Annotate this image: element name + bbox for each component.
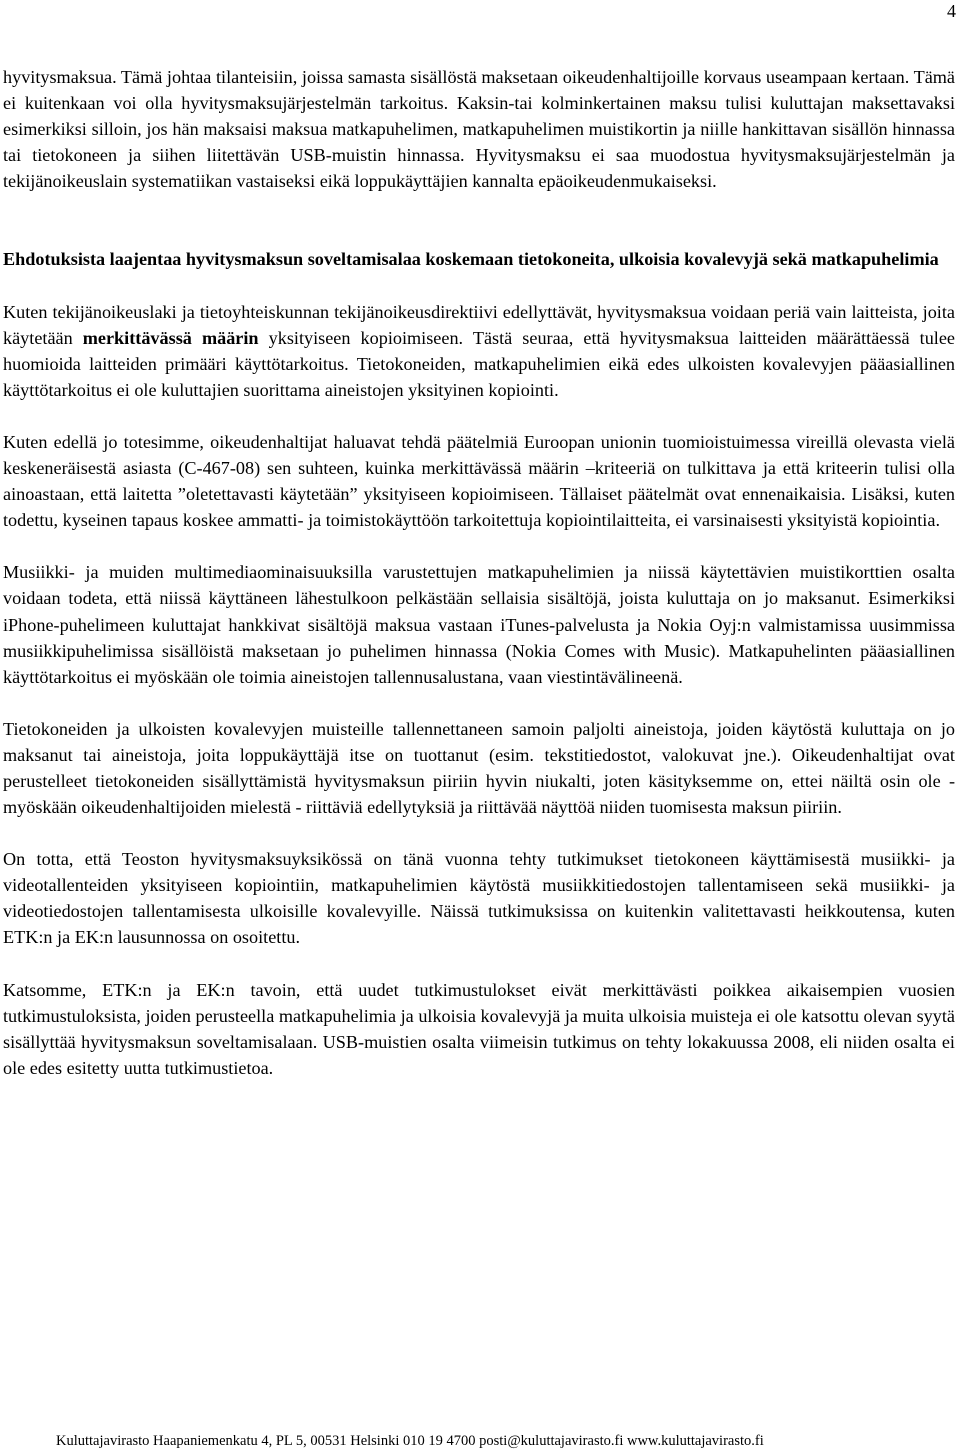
paragraph-teosto-studies: On totta, että Teoston hyvitysmaksuyksikössä on tänä vuonna tehty tutkimukset tietokoneen käyttämisestä musiikki- ja videotallenteiden yksityiseen kopiointiin, matkapuhelimien käytöstä musiikkitiedostojen tallentamiseen sekä musiikki- ja videotiedostojen tallentamisesta ulkoisille kovalevyille. Näissä tutkimuksissa on kuitenkin valitettavasti heikkoutensa, kuten ETK:n ja EK:n lausunnossa on osoitettu. — [3, 849, 955, 948]
spacer — [3, 533, 955, 559]
paragraph-conclusion: Katsomme, ETK:n ja EK:n tavoin, että uudet tutkimustulokset eivät merkittävästi poikkea aikaisempien vuosien tutkimustuloksista, joiden perusteella matkapuhelimia ja ulkoisia kovalevyjä ja muita ulkoisia muisteja ei ole katsottu olevan syytä sisällyttää hyvitysmaksun soveltamisalaan. USB-muistien osalta viimeisin tutkimus on tehty lokakuussa 2008, eli niiden osalta ei ole edes esitetty uutta tutkimustietoa. — [3, 979, 955, 1078]
page-number: 4 — [947, 1, 956, 21]
spacer — [3, 194, 955, 246]
page-footer: Kuluttajavirasto Haapaniemenkatu 4, PL 5, 00531 Helsinki 010 19 4700 posti@kuluttajavirasto.fi www.kuluttajavirasto.fi — [56, 1433, 764, 1449]
paragraph-intro: hyvitysmaksua. Tämä johtaa tilanteisiin, joissa samasta sisällöstä maksetaan oikeudenhaltijoille korvaus useampaan kertaan. Tämä ei kuitenkaan voi olla hyvitysmaksujärjestelmän tarkoitus. Kaksin-tai kolminkertainen maksu tulisi kuluttajan maksettavaksi esimerkiksi silloin, jos hän maksaisi maksua matkapuhelimen, matkapuhelimen muistikortin ja niille hankittavan sisällön hinnassa tai tietokoneen ja siihen liitettävän USB-muistin hinnassa. Hyvitysmaksu ei saa muodostua hyvitysmaksujärjestelmän ja tekijänoikeuslain systematiikan vastaiseksi eikä loppukäyttäjien kannalta epäoikeudenmukaiseksi. — [3, 67, 955, 192]
spacer — [3, 403, 955, 429]
paragraph-mobile-phones: Musiikki- ja muiden multimediaominaisuuksilla varustettujen matkapuhelimien ja niissä käytettävien muistikorttien osalta voidaan todeta, että niissä käyttäneen lähestulkoon pelkästään sellaisia sisältöjä, joista kuluttaja on jo maksanut. Esimerkiksi iPhone-puhelimeen kuluttajat hankkivat sisältöjä maksua vastaan iTunes-palvelusta ja Nokia Oyj:n valmistamissa uusimmissa musiikkipuhelimissa sisällöistä maksetaan jo puhelimen hinnassa (Nokia Comes with Music). Matkapuhelinten pääasiallinen käyttötarkoitus ei myöskään ole toimia aineistojen tallennusalustana, vaan viestintävälineenä. — [3, 562, 955, 687]
spacer — [3, 820, 955, 846]
spacer — [3, 273, 955, 299]
paragraph-text: Kuten tekijänoikeuslaki ja tietoyhteiskunnan tekijänoikeusdirektiivi edellyttävät, hyvitysmaksua voidaan periä vain laitteista, joita käytetään — [3, 301, 955, 348]
spacer — [3, 690, 955, 716]
spacer — [3, 951, 955, 977]
document-body — [3, 64, 955, 1081]
paragraph-significant-extent — [3, 299, 955, 403]
paragraph-eu-court-case: Kuten edellä jo totesimme, oikeudenhaltijat haluavat tehdä päätelmiä Euroopan unionin tuomioistuimessa vireillä olevasta vielä keskeneräisestä asiasta (C-467-08) sen suhteen, kuinka merkittävässä määrin –kriteeriä on tulkittava ja että kriteerin tulisi olla ainoastaan, että laitetta ”oletettavasti käytetään” yksityiseen kopioimiseen. Tällaiset päätelmät ovat ennenaikaisia. Lisäksi, kuten todettu, kyseinen tapaus koskee ammatti- ja toimistokäyttöön tarkoitettuja kopiointilaitteita, ei varsinaisesti yksityistä kopiointia. — [3, 431, 955, 531]
section-heading: Ehdotuksista laajentaa hyvitysmaksun soveltamisalaa koskemaan tietokoneita, ulkoisia kovalevyjä sekä matkapuhelimia — [3, 249, 939, 270]
paragraph-text: yksityiseen kopioimiseen. Tästä seuraa, että hyvitysmaksua laitteiden määrättäessä tulee huomioida laitteiden primääri käyttötarkoitus. Tietokoneiden, matkapuhelimien eikä edes ulkoisten kovalevyjen pääasiallinen käyttötarkoitus ei ole kuluttajien suorittama aineistojen yksityinen kopiointi. — [3, 327, 955, 400]
emphasis-text: merkittävässä määrin — [82, 327, 259, 348]
paragraph-computers-hard-drives: Tietokoneiden ja ulkoisten kovalevyjen muisteille tallennettaneen samoin paljolti aineistoja, joiden käytöstä kuluttaja on jo maksanut tai aineistoja, joita loppukäyttäjä itse on tuottanut (esim. tekstitiedostot, valokuvat jne.). Oikeudenhaltijat ovat perustelleet tietokoneiden sisällyttämistä hyvitysmaksun piiriin hyvin niukalti, joten käsityksemme on, ettei näiltä osin ole - myöskään oikeudenhaltijoiden mielestä - riittäviä edellytyksiä ja riittävää näyttöä niiden tuomisesta maksun piiriin. — [3, 718, 955, 818]
